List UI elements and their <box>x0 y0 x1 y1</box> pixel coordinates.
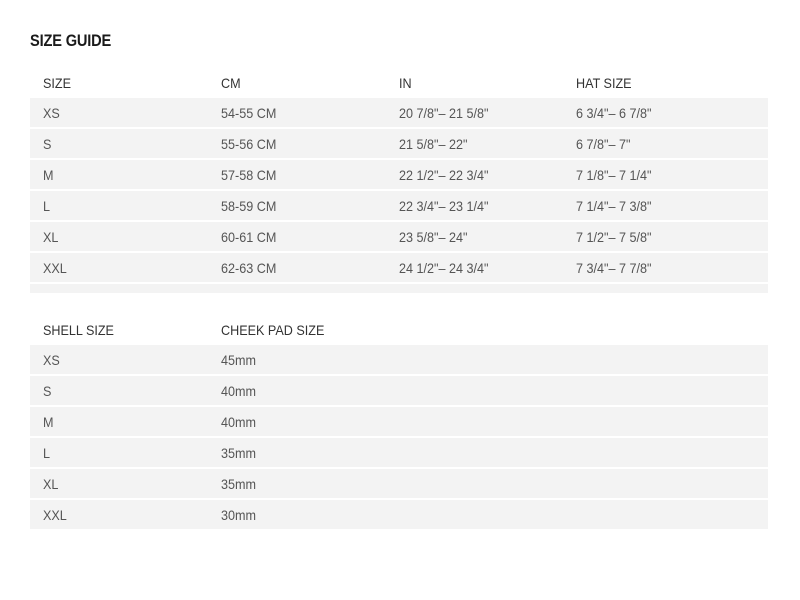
header-shell-size: SHELL SIZE <box>43 322 114 338</box>
cell-cheek-pad-size: 45mm <box>221 351 257 368</box>
cell-in: 22 1/2"– 22 3/4" <box>399 166 489 183</box>
cell-size: L <box>43 197 51 214</box>
cell-cheek-pad-size: 35mm <box>221 475 257 492</box>
cell-size: M <box>43 166 54 183</box>
cell-hat-size: 6 7/8"– 7" <box>576 135 631 152</box>
cell-cheek-pad-size: 40mm <box>221 413 257 430</box>
table-row <box>30 500 768 529</box>
table-header-row <box>30 68 768 98</box>
table-footer-strip <box>30 284 768 293</box>
table-row <box>30 98 768 127</box>
shell-table <box>30 315 768 531</box>
header-in: IN <box>399 75 412 91</box>
cell-cm: 60-61 CM <box>221 228 277 245</box>
table-header-row <box>30 315 768 345</box>
cell-in: 22 3/4"– 23 1/4" <box>399 197 489 214</box>
cell-shell-size: XS <box>43 351 60 368</box>
cell-size: XS <box>43 104 60 121</box>
cell-in: 24 1/2"– 24 3/4" <box>399 259 489 276</box>
cell-in: 20 7/8"– 21 5/8" <box>399 104 489 121</box>
cell-cm: 55-56 CM <box>221 135 277 152</box>
header-cm: CM <box>221 75 241 91</box>
table-row <box>30 253 768 282</box>
table-row <box>30 191 768 220</box>
cell-in: 23 5/8"– 24" <box>399 228 468 245</box>
header-hat-size: HAT SIZE <box>576 75 632 91</box>
cell-hat-size: 7 1/4"– 7 3/8" <box>576 197 652 214</box>
cell-hat-size: 7 3/4"– 7 7/8" <box>576 259 652 276</box>
cell-in: 21 5/8"– 22" <box>399 135 468 152</box>
size-table <box>30 68 768 295</box>
cell-hat-size: 7 1/8"– 7 1/4" <box>576 166 652 183</box>
cell-hat-size: 7 1/2"– 7 5/8" <box>576 228 652 245</box>
cell-size: XXL <box>43 259 67 276</box>
cell-shell-size: XL <box>43 475 59 492</box>
table-row <box>30 438 768 467</box>
cell-cm: 54-55 CM <box>221 104 277 121</box>
table-row <box>30 469 768 498</box>
cell-cm: 58-59 CM <box>221 197 277 214</box>
table-row <box>30 407 768 436</box>
table-row <box>30 222 768 251</box>
cell-cheek-pad-size: 40mm <box>221 382 257 399</box>
cell-shell-size: L <box>43 444 51 461</box>
cell-shell-size: XXL <box>43 506 67 523</box>
cell-shell-size: S <box>43 382 52 399</box>
cell-hat-size: 6 3/4"– 6 7/8" <box>576 104 652 121</box>
header-cheek-pad-size: CHEEK PAD SIZE <box>221 322 325 338</box>
table-row <box>30 129 768 158</box>
cell-cheek-pad-size: 35mm <box>221 444 257 461</box>
cell-cm: 57-58 CM <box>221 166 277 183</box>
cell-size: XL <box>43 228 59 245</box>
table-row <box>30 345 768 374</box>
cell-cheek-pad-size: 30mm <box>221 506 257 523</box>
header-size: SIZE <box>43 75 72 91</box>
page-title: SIZE GUIDE <box>30 31 112 50</box>
cell-size: S <box>43 135 52 152</box>
table-row <box>30 160 768 189</box>
table-row <box>30 376 768 405</box>
cell-shell-size: M <box>43 413 54 430</box>
cell-cm: 62-63 CM <box>221 259 277 276</box>
